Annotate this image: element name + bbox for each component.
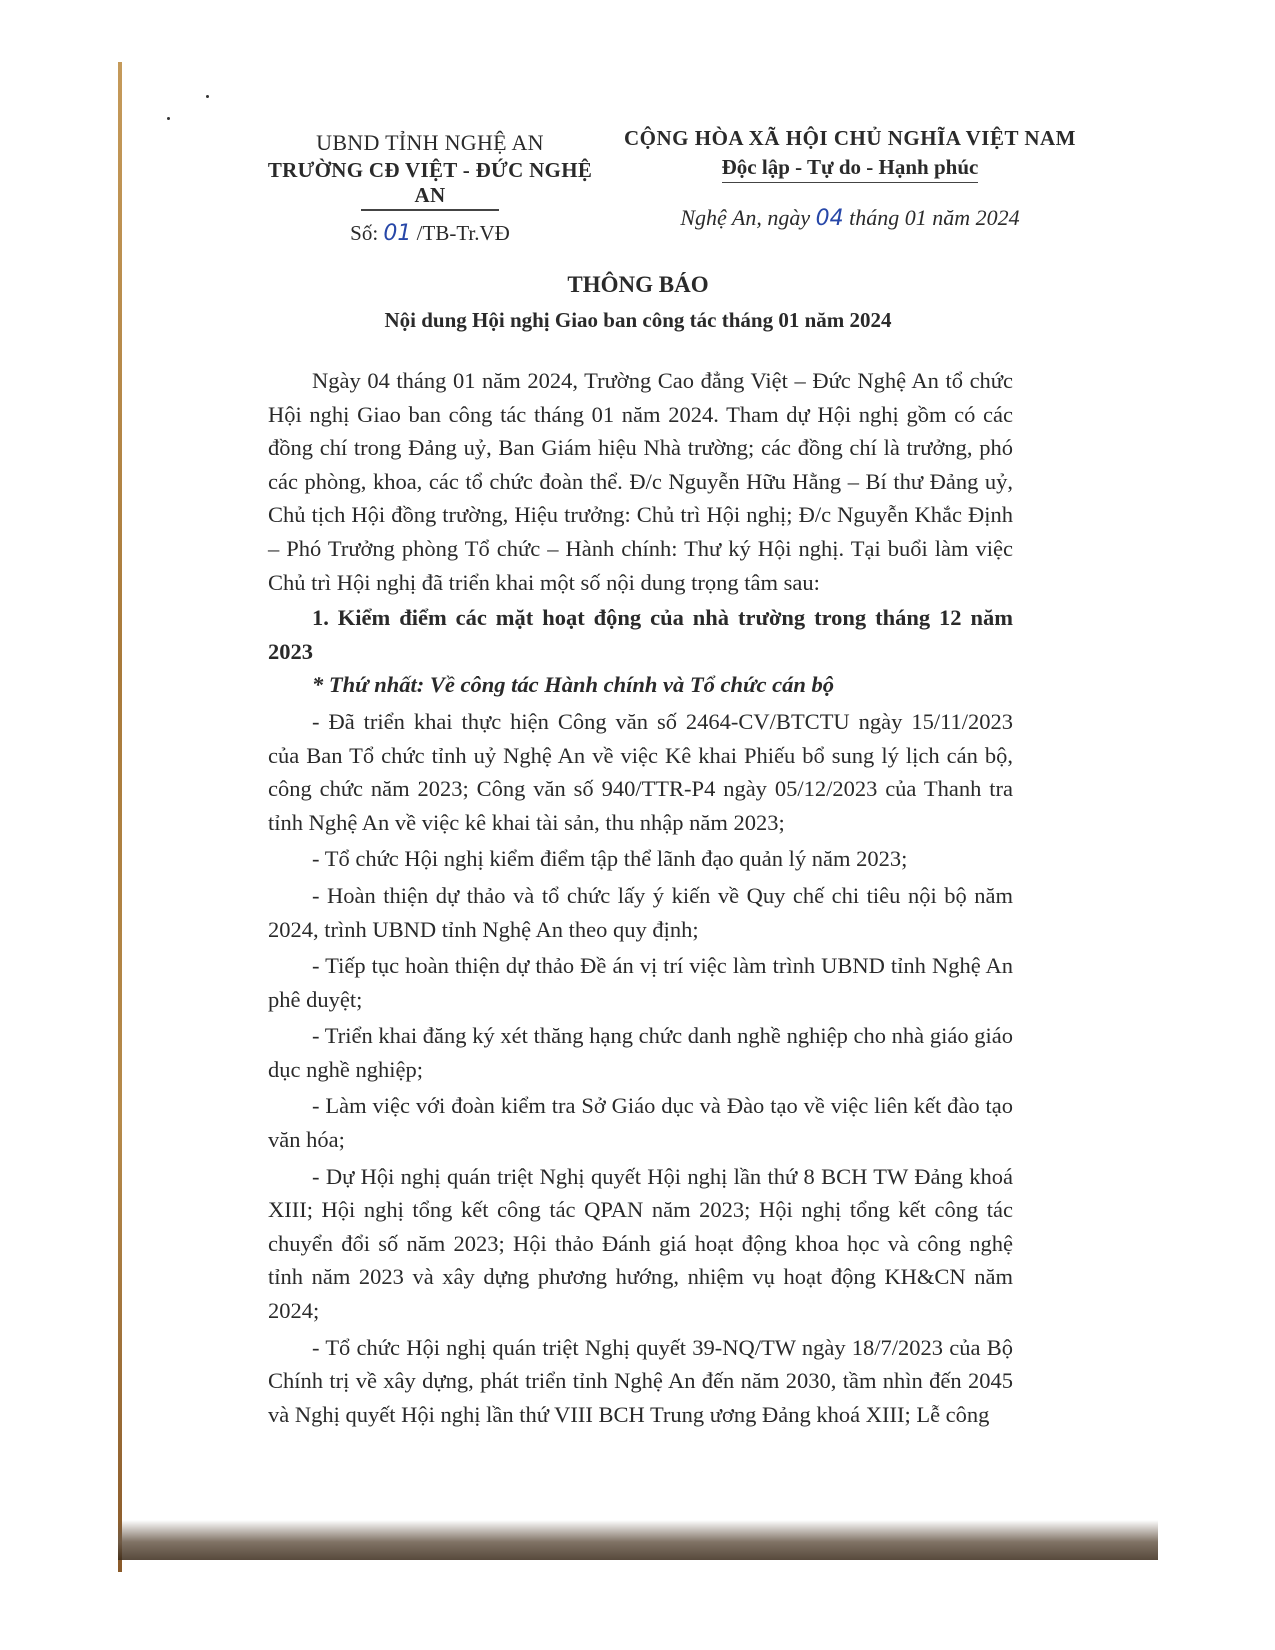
date-suffix: tháng 01 năm 2024 xyxy=(849,205,1020,230)
document-number xyxy=(255,221,605,246)
list-item: - Triển khai đăng ký xét thăng hạng chức danh nghề nghiệp cho nhà giáo giáo dục nghề nghiệp; xyxy=(268,1023,1013,1082)
document-subtitle: Nội dung Hội nghị Giao ban công tác tháng 01 năm 2024 xyxy=(384,308,892,332)
issuer-block xyxy=(255,130,605,246)
national-motto: Độc lập - Tự do - Hạnh phúc xyxy=(722,155,979,183)
nation-name: CỘNG HÒA XÃ HỘI CHỦ NGHĨA VIỆT NAM xyxy=(623,126,1077,150)
list-item: - Hoàn thiện dự thảo và tổ chức lấy ý kiến về Quy chế chi tiêu nội bộ năm 2024, trình UBND tỉnh Nghệ An theo quy định; xyxy=(268,882,1013,942)
document-title: THÔNG BÁO xyxy=(567,272,709,297)
page-bottom-shadow xyxy=(118,1520,1158,1560)
agency-name: UBND TỈNH NGHỆ AN xyxy=(316,130,544,155)
school-underline xyxy=(361,209,499,211)
document-body xyxy=(268,364,1013,1431)
date-line xyxy=(610,205,1090,231)
subsection-heading: * Thứ nhất: Về công tác Hành chính và Tổ chức cán bộ xyxy=(312,672,834,698)
doc-no-prefix: Số: xyxy=(350,220,379,245)
intro-paragraph: Ngày 04 tháng 01 năm 2024, Trường Cao đẳng Việt – Đức Nghệ An tổ chức Hội nghị Giao ban công tác tháng 01 năm 2024. Tham dự Hội nghị gồm có các đồng chí trong Đảng uỷ, Ban Giám hiệu Nhà trường; các đồng chí là trưởng, phó các phòng, khoa, các tổ chức đoàn thể. Đ/c Nguyễn Hữu Hằng – Bí thư Đảng uỷ, Chủ tịch Hội đồng trường, Hiệu trưởng: Chủ trì Hội nghị; Đ/c Nguyễn Khắc Định – Phó Trưởng phòng Tổ chức – Hành chính: Thư ký Hội nghị. Tại buổi làm việc Chủ trì Hội nghị đã triển khai một số nội dung trọng tâm sau: xyxy=(268,368,1013,595)
doc-no-handwritten: 01 xyxy=(383,220,412,246)
school-name: TRƯỜNG CĐ VIỆT - ĐỨC NGHỆ AN xyxy=(267,158,593,207)
date-day-handwritten: 04 xyxy=(815,206,844,231)
list-item: - Tiếp tục hoàn thiện dự thảo Đề án vị trí việc làm trình UBND tỉnh Nghệ An phê duyệt; xyxy=(268,953,1013,1012)
scan-speck xyxy=(167,117,170,120)
list-item: - Tổ chức Hội nghị quán triệt Nghị quyết 39-NQ/TW ngày 18/7/2023 của Bộ Chính trị về xây dựng, phát triển tỉnh Nghệ An đến năm 2030, tầm nhìn đến 2045 và Nghị quyết Hội nghị lần thứ VIII BCH Trung ương Đảng khoá XIII; Lễ công xyxy=(268,1334,1013,1427)
section-heading: 1. Kiểm điểm các mặt hoạt động của nhà trường trong tháng 12 năm 2023 xyxy=(268,605,1013,664)
scan-speck xyxy=(206,95,209,98)
list-item: - Tổ chức Hội nghị kiểm điểm tập thể lãnh đạo quản lý năm 2023; xyxy=(312,846,908,872)
national-block xyxy=(610,126,1090,231)
list-item: - Dự Hội nghị quán triệt Nghị quyết Hội nghị lần thứ 8 BCH TW Đảng khoá XIII; Hội nghị tổng kết công tác QPAN năm 2023; Hội nghị tổng kết công tác chuyển đổi số năm 2023; Hội thảo Đánh giá hoạt động khoa học và công nghệ tỉnh năm 2023 và xây dựng phương hướng, nhiệm vụ hoạt động KH&CN năm 2024; xyxy=(268,1163,1013,1324)
date-prefix: Nghệ An, ngày xyxy=(680,205,811,230)
list-item: - Đã triển khai thực hiện Công văn số 2464-CV/BTCTU ngày 15/11/2023 của Ban Tổ chức tỉnh uỷ Nghệ An về việc Kê khai Phiếu bổ sung lý lịch cán bộ, công chức năm 2023; Công văn số 940/TTR-P4 ngày 05/12/2023 của Thanh tra tỉnh Nghệ An về việc kê khai tài sản, thu nhập năm 2023; xyxy=(268,708,1013,835)
list-item: - Làm việc với đoàn kiểm tra Sở Giáo dục và Đào tạo về việc liên kết đào tạo văn hóa; xyxy=(268,1093,1013,1153)
doc-no-suffix: /TB-Tr.VĐ xyxy=(416,220,510,245)
